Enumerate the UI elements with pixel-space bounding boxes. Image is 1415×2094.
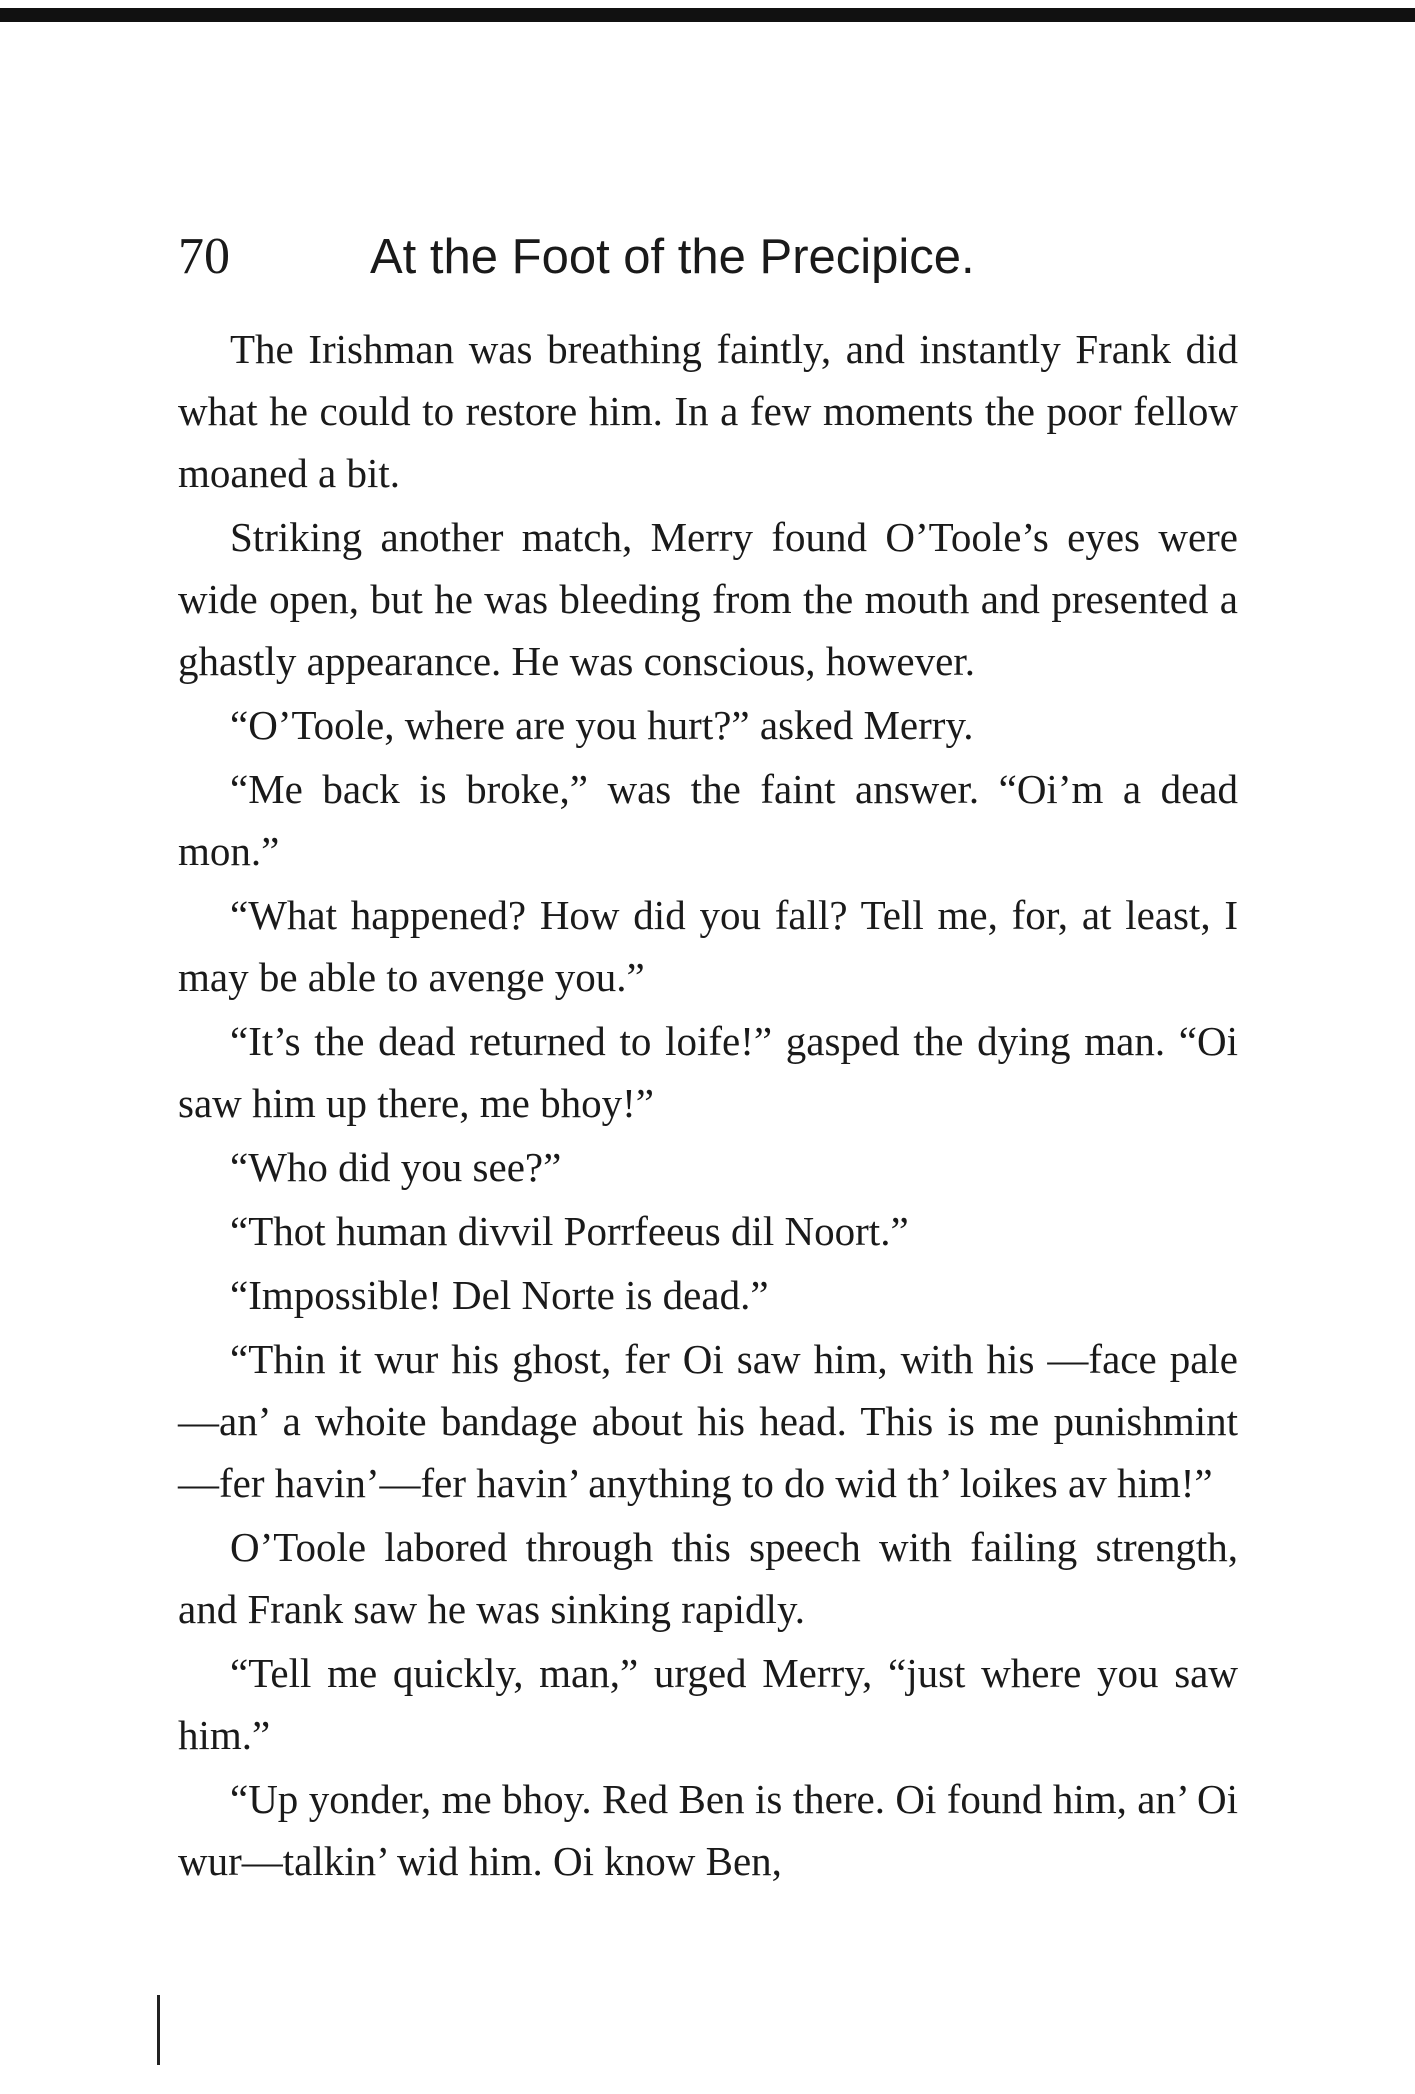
running-title: At the Foot of the Precipice. [370, 230, 975, 284]
paragraph: The Irishman was breathing faintly, and instantly Frank did what he could to restore him. In a few moments the poor fellow moaned a bit. [178, 326, 1238, 496]
paragraph: “Thot human divvil Porrfeeus dil Noort.” [230, 1208, 909, 1254]
paragraph: “Tell me quickly, man,” urged Merry, “just where you saw him.” [178, 1650, 1238, 1758]
paragraph: “Up yonder, me bhoy. Red Ben is there. Oi found him, an’ Oi wur—talkin’ wid him. Oi know Ben, [178, 1776, 1238, 1884]
paragraph: O’Toole labored through this speech with failing strength, and Frank saw he was sinking rapidly. [178, 1524, 1238, 1632]
paragraph: “Who did you see?” [230, 1144, 562, 1190]
page-header [178, 222, 1238, 292]
margin-mark [157, 1995, 160, 2065]
top-border-rule [0, 8, 1415, 22]
body-text [178, 318, 1238, 1892]
paragraph: Striking another match, Merry found O’Toole’s eyes were wide open, but he was bleeding from the mouth and presented a ghastly appearance. He was conscious, however. [178, 514, 1238, 684]
page-number: 70 [178, 228, 230, 285]
paragraph: “It’s the dead returned to loife!” gasped the dying man. “Oi saw him up there, me bhoy!” [178, 1018, 1238, 1126]
paragraph: “Thin it wur his ghost, fer Oi saw him, with his —face pale—an’ a whoite bandage about his head. This is me punishmint—fer havin’—fer havin’ anything to do wid th’ loikes av him!” [178, 1336, 1238, 1506]
paragraph: “What happened? How did you fall? Tell me, for, at least, I may be able to avenge you.” [178, 892, 1238, 1000]
paragraph: “Me back is broke,” was the faint answer. “Oi’m a dead mon.” [178, 766, 1238, 874]
paragraph: “Impossible! Del Norte is dead.” [230, 1272, 769, 1318]
paragraph: “O’Toole, where are you hurt?” asked Merry. [230, 702, 974, 748]
